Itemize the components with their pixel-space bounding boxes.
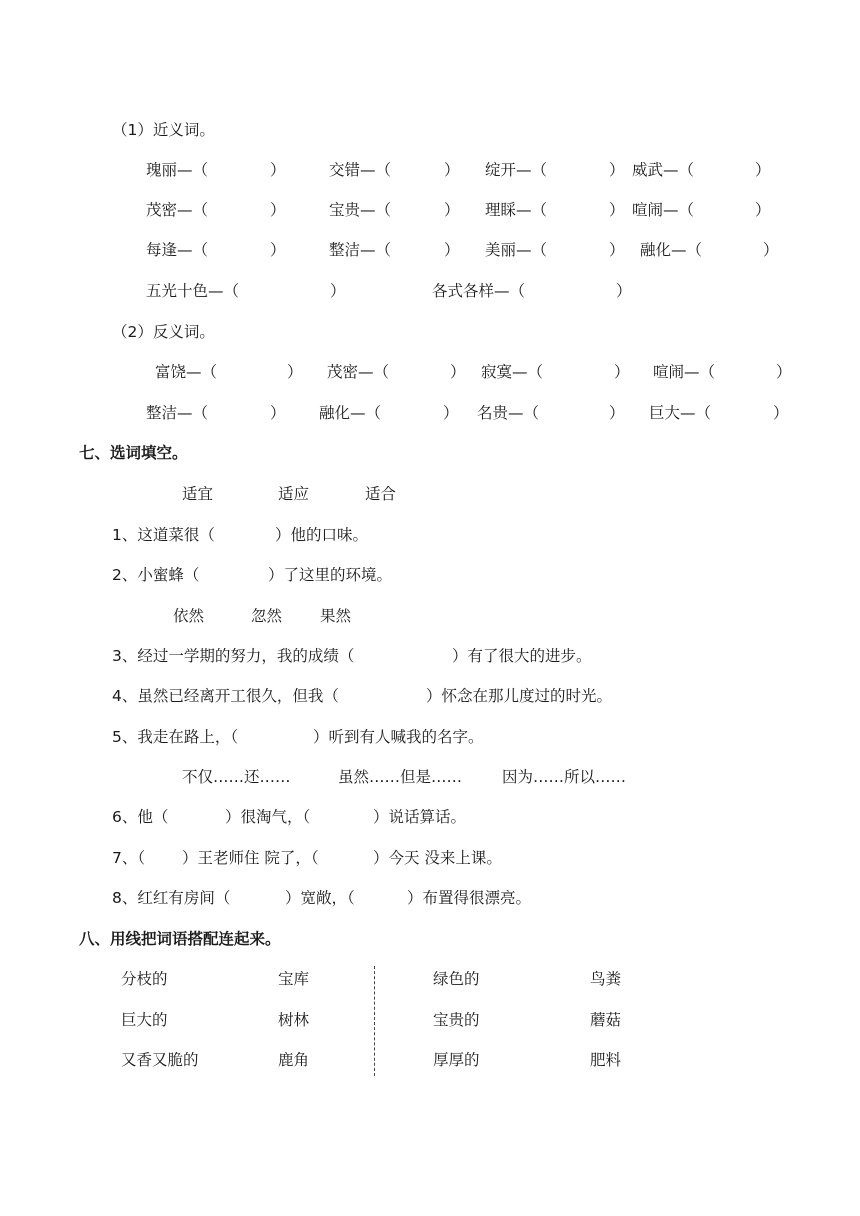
question-8-a: 8、红红有房间（ — [112, 889, 231, 907]
question-1-b: ）他的口味。 — [275, 526, 369, 544]
synonym-blank-close: ） — [755, 201, 771, 219]
synonym-item: 各式各样—（ — [432, 282, 526, 300]
synonym-item: 整洁—（ — [329, 241, 392, 259]
match-word-left[interactable]: 又香又脆的 — [121, 1051, 199, 1069]
antonyms-label: （2）反义词。 — [112, 323, 215, 341]
synonym-item: 瑰丽—（ — [146, 161, 209, 179]
question-6-c: ）说话算话。 — [373, 808, 467, 826]
section-7-title: 七、选词填空。 — [79, 444, 188, 462]
synonym-blank-close: ） — [270, 201, 286, 219]
question-7-a: 7、（ — [112, 849, 146, 867]
antonym-blank-close: ） — [450, 363, 466, 381]
synonym-blank-close: ） — [763, 241, 779, 259]
synonym-blank-close: ） — [444, 241, 460, 259]
question-4-b: ）怀念在那儿度过的时光。 — [426, 687, 613, 705]
antonym-blank-close: ） — [609, 404, 625, 422]
antonym-item: 巨大—（ — [649, 404, 712, 422]
section-8-title: 八、用线把词语搭配连起来。 — [79, 930, 281, 948]
match-word-left[interactable]: 巨大的 — [121, 1011, 168, 1029]
antonym-blank-close: ） — [773, 404, 789, 422]
question-1-a: 1、这道菜很（ — [112, 526, 215, 544]
antonym-item: 喧闹—（ — [653, 363, 716, 381]
antonym-item: 富饶—（ — [155, 363, 218, 381]
question-5-b: ）听到有人喊我的名字。 — [313, 728, 484, 746]
question-4-a: 4、虽然已经离开工很久，但我（ — [112, 687, 339, 705]
question-2-a: 2、小蜜蜂（ — [112, 566, 200, 584]
question-8-c: ）布置得很漂亮。 — [407, 889, 532, 907]
question-8-b: ）宽敞，（ — [285, 889, 355, 907]
match-word-right[interactable]: 鸟粪 — [590, 970, 622, 988]
word-choice: 适宜 — [182, 485, 214, 503]
question-5-a: 5、我走在路上，（ — [112, 728, 239, 746]
synonym-item: 每逢—（ — [146, 241, 209, 259]
synonym-blank-close: ） — [444, 201, 460, 219]
synonym-item: 喧闹—（ — [632, 201, 695, 219]
match-word-right[interactable]: 树林 — [278, 1011, 310, 1029]
match-word-right[interactable]: 蘑菇 — [590, 1011, 622, 1029]
conjunction-choice: 因为……所以…… — [502, 768, 627, 786]
question-2-b: ）了这里的环境。 — [268, 566, 393, 584]
match-word-right[interactable]: 宝库 — [278, 970, 310, 988]
synonym-blank-close: ） — [609, 241, 625, 259]
antonym-blank-close: ） — [443, 404, 459, 422]
match-word-left[interactable]: 宝贵的 — [433, 1011, 480, 1029]
question-3-b: ）有了很大的进步。 — [452, 647, 592, 665]
synonym-blank-close: ） — [755, 161, 771, 179]
conjunction-choice: 不仅……还…… — [182, 768, 291, 786]
antonym-blank-close: ） — [614, 363, 630, 381]
antonym-blank-close: ） — [776, 363, 792, 381]
synonym-item: 美丽—（ — [485, 241, 548, 259]
antonym-item: 寂寞—（ — [481, 363, 544, 381]
synonym-item: 宝贵—（ — [329, 201, 392, 219]
word-choice: 忽然 — [251, 607, 283, 625]
synonym-item: 茂密—（ — [146, 201, 209, 219]
match-word-left[interactable]: 分枝的 — [121, 970, 168, 988]
word-choice: 适合 — [365, 485, 397, 503]
synonym-item: 交错—（ — [329, 161, 392, 179]
word-choice: 依然 — [173, 607, 205, 625]
question-3-a: 3、经过一学期的努力，我的成绩（ — [112, 647, 355, 665]
match-word-right[interactable]: 肥料 — [590, 1051, 622, 1069]
synonym-blank-close: ） — [616, 282, 632, 300]
match-word-left[interactable]: 厚厚的 — [433, 1051, 480, 1069]
antonym-blank-close: ） — [287, 363, 303, 381]
synonym-item: 绽开—（ — [485, 161, 548, 179]
synonyms-label: （1）近义词。 — [112, 121, 215, 139]
synonym-item: 理睬—（ — [485, 201, 548, 219]
synonym-blank-close: ） — [330, 282, 346, 300]
antonym-item: 茂密—（ — [327, 363, 390, 381]
antonym-item: 整洁—（ — [146, 404, 209, 422]
synonym-blank-close: ） — [270, 241, 286, 259]
antonym-blank-close: ） — [270, 404, 286, 422]
match-word-right[interactable]: 鹿角 — [278, 1051, 310, 1069]
antonym-item: 融化—（ — [319, 404, 382, 422]
word-choice: 适应 — [278, 485, 310, 503]
column-divider — [374, 966, 375, 1076]
synonym-item: 五光十色—（ — [146, 282, 240, 300]
antonym-item: 名贵—（ — [477, 404, 540, 422]
synonym-blank-close: ） — [270, 161, 286, 179]
conjunction-choice: 虽然……但是…… — [338, 768, 463, 786]
question-7-b: ）王老师住 院了，（ — [182, 849, 319, 867]
synonym-blank-close: ） — [444, 161, 460, 179]
word-choice: 果然 — [320, 607, 352, 625]
synonym-blank-close: ） — [609, 201, 625, 219]
question-6-b: ）很淘气，（ — [225, 808, 311, 826]
question-6-a: 6、他（ — [112, 808, 169, 826]
synonym-blank-close: ） — [609, 161, 625, 179]
synonym-item: 融化—（ — [640, 241, 703, 259]
question-7-c: ）今天 没来上课。 — [373, 849, 502, 867]
match-word-left[interactable]: 绿色的 — [433, 970, 480, 988]
synonym-item: 威武—（ — [632, 161, 695, 179]
